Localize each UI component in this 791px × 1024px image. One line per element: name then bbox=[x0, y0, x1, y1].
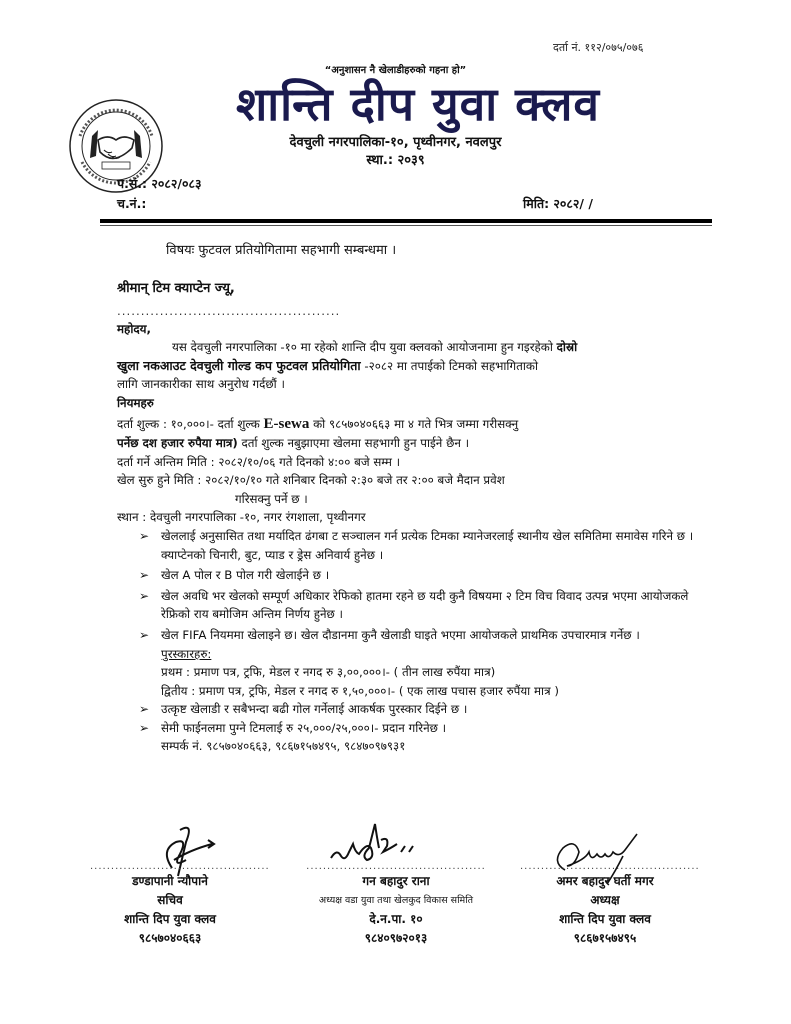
arrow-bullet-icon: ➢ bbox=[139, 627, 150, 642]
intro-line-3: लागि जानकारीका साथ अनुरोध गर्दछौं । bbox=[117, 377, 285, 392]
signature-line: ........................................... bbox=[520, 861, 700, 872]
award-bullet-1: ➢ उत्कृष्ट खेलाडी र सबैभन्दा बढी गोल गर्नेलाई आकर्षक पुरस्कार दिईने छ । bbox=[117, 700, 697, 719]
contact-numbers: सम्पर्क नं. ९८५७०४०६६३, ९८६७१५७४९५, ९८४७०९७९३१ bbox=[161, 739, 406, 754]
intro-line-2 bbox=[117, 357, 697, 376]
award-bullet-2: ➢ सेमी फाईनलमा पुग्ने टिमलाई रु २५,०००/२५,०००।- प्रदान गरिनेछ । bbox=[117, 719, 697, 738]
intro-text: यस देवचुली नगरपालिका -१० मा रहेको शान्ति दीप युवा क्लवको आयोजनामा हुन गइरहेको bbox=[172, 340, 557, 354]
signatory-role: अध्यक्ष bbox=[590, 893, 620, 907]
arrow-bullet-icon: ➢ bbox=[139, 528, 150, 543]
signatory-role: अध्यक्ष वडा युवा तथा खेलकुद विकास समिति bbox=[318, 895, 474, 906]
registration-number: दर्ता नं. ११२/०७५/०७६ bbox=[553, 41, 644, 54]
rule-bullet-3: ➢ खेल अवधि भर खेलको सम्पूर्ण अधिकार रेफिको हातमा रहने छ यदी कुनै विषयमा २ टिम विच विवाद उत्पन्न भएमा आयोजकले रेफ्रिको राय बमोजिम अन्तिम निर्णय हुनेछ । bbox=[117, 587, 697, 624]
registration-fee-cont bbox=[117, 434, 697, 453]
signatory-secretary bbox=[90, 861, 270, 948]
arrow-bullet-icon: ➢ bbox=[139, 588, 150, 603]
rule-bullet-2: ➢ खेल A पोल र B पोल गरी खेलाईने छ । bbox=[117, 566, 697, 585]
fee-text-2: को ९८५७०४०६६३ मा ४ गते भित्र जम्मा गरीसक्नु bbox=[309, 417, 519, 432]
intro-text-2: -२०८२ मा तपाईको टिमको सहभागिताको bbox=[360, 358, 539, 373]
rules-heading: नियमहरु bbox=[117, 395, 154, 410]
signatory-name: गन बहादुर राना bbox=[362, 874, 430, 888]
signatory-org: शान्ति दिप युवा क्लव bbox=[559, 912, 651, 926]
esewa-label: E-sewa bbox=[263, 416, 310, 433]
letter-subject: विषयः फुटवल प्रतियोगितामा सहभागी सम्बन्धमा । bbox=[166, 243, 397, 258]
header-divider-thick bbox=[100, 219, 712, 223]
venue: स्थान : देवचुली नगरपालिका -१०, नगर रंगशाला, पृथ्वीनगर bbox=[117, 510, 366, 525]
letter-reference-number: प.सं.: २०८२/०८३ bbox=[117, 176, 202, 191]
match-start-date-cont: गरिसक्नु पर्ने छ । bbox=[235, 491, 308, 506]
arrow-bullet-icon: ➢ bbox=[139, 720, 150, 735]
rule-bullet-1: ➢ खेललाई अनुसासित तथा मर्यादित ढंगबा ट सञ्चालन गर्न प्रत्येक टिमका म्यानेजरलाई स्थानीय खेल समितिमा समावेस गरिने छ । क्याप्टेनको चिनारी, बुट, प्याड र ड्रेस अनिवार्य हुनेछ । bbox=[117, 527, 697, 564]
letter-date: मिति: २०८२/ / bbox=[523, 196, 593, 211]
signatory-phone: ९८४०९७२०१३ bbox=[364, 931, 428, 945]
signature-line: ........................................... bbox=[306, 861, 486, 872]
signatory-name: अमर बहादुर घर्ती मगर bbox=[556, 874, 654, 888]
tournament-name: खुला नकआउट देवचुली गोल्ड कप फुटवल प्रतियोगिता bbox=[117, 357, 361, 373]
registration-fee bbox=[117, 415, 697, 434]
letter-body bbox=[117, 338, 697, 756]
club-address: देवचुली नगरपालिका-१०, पृथ्वीनगर, नवलपुर bbox=[289, 135, 502, 150]
registration-deadline: दर्ता गर्ने अन्तिम मिति : २०८२/१०/०६ गते दिनको ४:०० बजे सम्म । bbox=[117, 454, 401, 469]
prize-first: प्रथम : प्रमाण पत्र, ट्रफि, मेडल र नगद रु ३,००,०००।- ( तीन लाख रुपैंया मात्र) bbox=[161, 665, 496, 680]
greeting: महोदय, bbox=[117, 322, 151, 336]
edition-label: दोस्रो bbox=[556, 340, 578, 354]
arrow-bullet-icon: ➢ bbox=[139, 568, 150, 583]
addressee-blank-line: ............................................... bbox=[117, 304, 341, 318]
signatory-org: शान्ति दिप युवा क्लव bbox=[124, 912, 216, 926]
fee-amount-words: पर्नेछ दश हजार रुपैया मात्र) bbox=[117, 435, 238, 450]
fee-text: दर्ता शुल्क : १०,०००।- दर्ता शुल्क bbox=[117, 417, 264, 432]
dispatch-number: च.नं.: bbox=[117, 196, 147, 211]
signatory-role: सचिव bbox=[157, 893, 183, 907]
established-year: स्था.: २०३९ bbox=[366, 153, 425, 168]
club-name-heading: शान्ति दीप युवा क्लव bbox=[235, 77, 600, 131]
prize-second: द्वितीय : प्रमाण पत्र, ट्रफि, मेडल र नगद रु १,५०,०००।- ( एक लाख पचास हजार रुपैंया मात्र ) bbox=[161, 683, 559, 698]
signatory-phone: ९८६७१५७४९५ bbox=[573, 931, 637, 945]
addressee: श्रीमान् टिम क्याप्टेन ज्यू, bbox=[117, 281, 235, 296]
club-motto: “अनुशासन नै खेलाडीहरुको गहना हो” bbox=[324, 65, 467, 76]
fee-warning: दर्ता शुल्क नबुझाएमा खेलमा सहभागी हुन पाईने छैन । bbox=[237, 435, 470, 450]
intro-line-1 bbox=[117, 338, 697, 357]
signatory-ward-chair bbox=[296, 862, 496, 948]
signatory-phone: ९८५७०४०६६३ bbox=[138, 931, 202, 945]
prizes-heading: पुरस्कारहरु: bbox=[161, 646, 212, 661]
rule-bullet-4: ➢ खेल FIFA नियममा खेलाइने छ। खेल दौडानमा कुनै खेलाडी घाइते भएमा आयोजकले प्राथमिक उपचारमात्र गर्नेछ । bbox=[117, 626, 697, 645]
match-start-date: खेल सुरु हुने मिति : २०८२/१०/१० गते शनिबार दिनको २:३० बजे तर २:०० बजे मैदान प्रवेश bbox=[117, 473, 505, 488]
header-divider-thin bbox=[100, 225, 712, 226]
signatory-name: डण्डापानी न्यौपाने bbox=[132, 874, 208, 888]
signatory-org: दे.न.पा. १० bbox=[369, 912, 423, 926]
signature-line: ........................................... bbox=[90, 861, 270, 872]
signatory-president bbox=[520, 861, 700, 948]
arrow-bullet-icon: ➢ bbox=[139, 702, 150, 717]
